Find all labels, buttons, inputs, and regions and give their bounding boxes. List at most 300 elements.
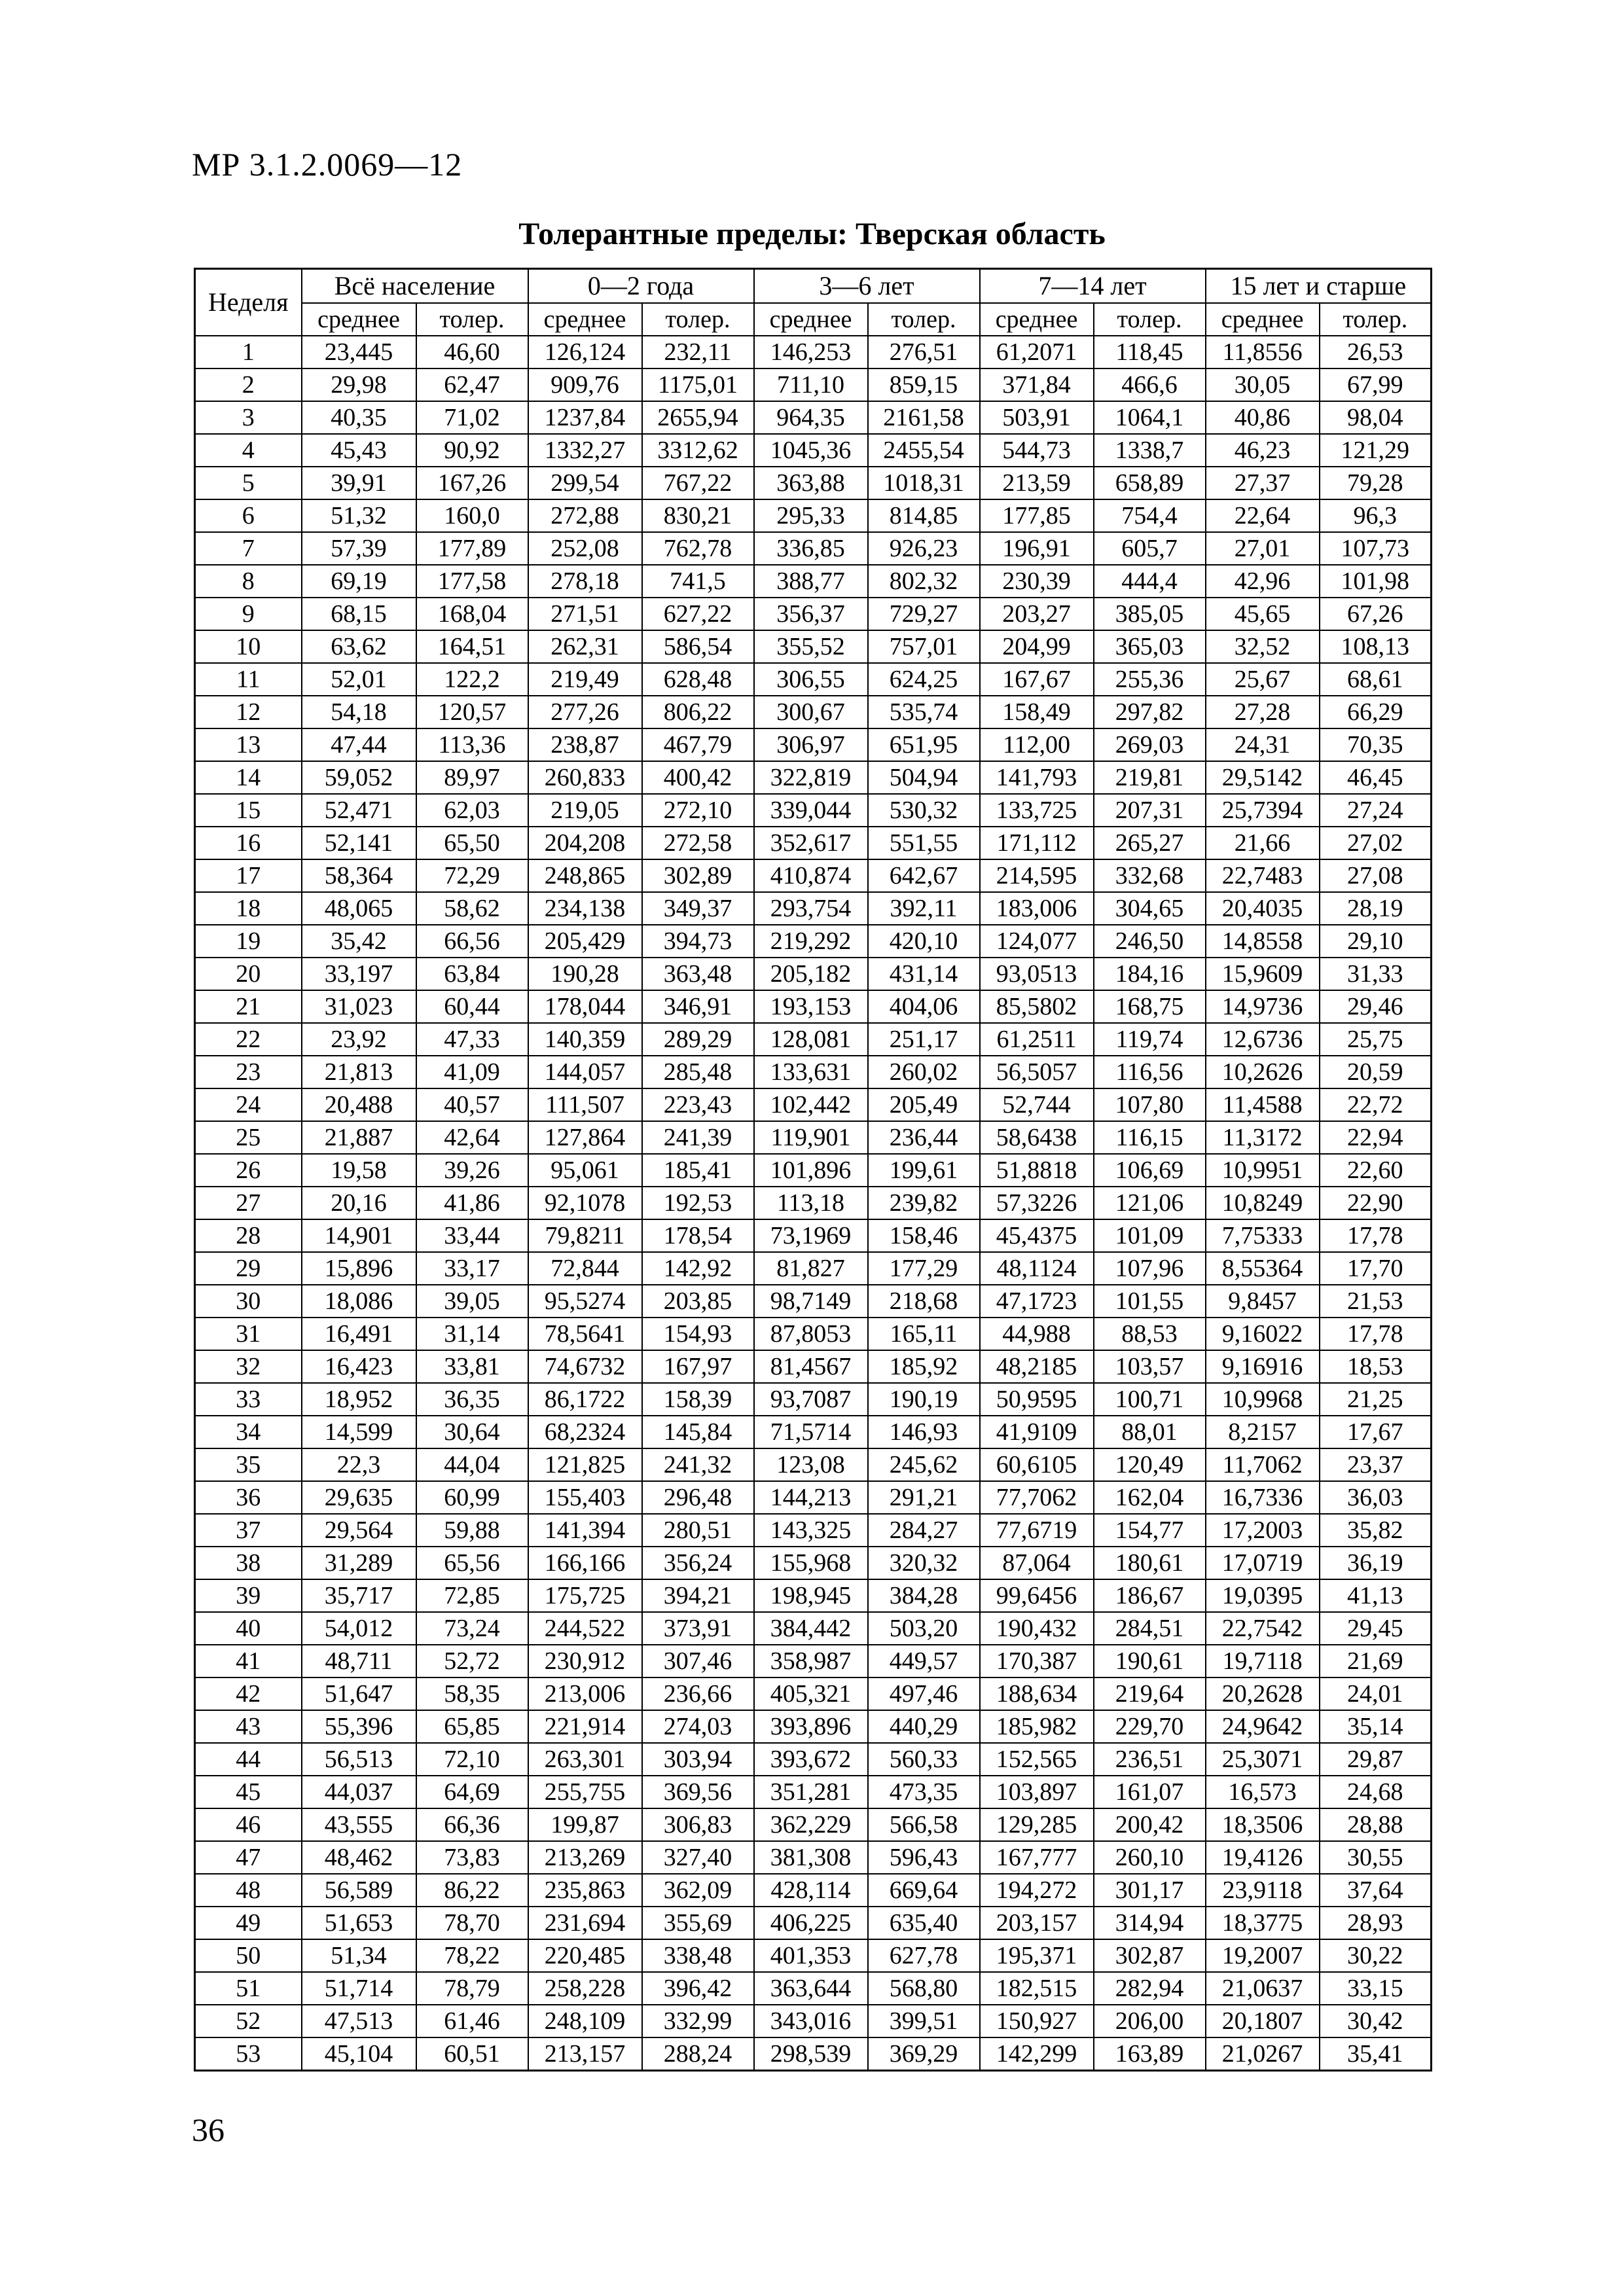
age-3-6-mean-cell: 355,52 (754, 630, 868, 663)
age-0-2-mean-cell: 1332,27 (528, 434, 642, 467)
age-3-6-mean-cell: 293,754 (754, 892, 868, 925)
all-tolerance-cell: 65,50 (416, 827, 528, 859)
table-row (195, 1252, 1432, 1285)
age-15-plus-mean-cell: 27,01 (1206, 532, 1320, 565)
age-0-2-tolerance-cell: 355,69 (642, 1907, 754, 1939)
document-header: МР 3.1.2.0069—12 (192, 146, 463, 183)
table-row (195, 1776, 1432, 1808)
age-15-plus-mean-cell: 29,5142 (1206, 761, 1320, 794)
age-3-6-tolerance-cell: 205,49 (868, 1088, 980, 1121)
age-15-plus-tolerance-cell: 96,3 (1320, 499, 1432, 532)
age-15-plus-tolerance-cell: 29,10 (1320, 925, 1432, 958)
age-0-2-tolerance-cell: 3312,62 (642, 434, 754, 467)
age-0-2-mean-cell: 126,124 (528, 336, 642, 368)
all-mean-cell: 35,717 (302, 1579, 416, 1612)
table-row (195, 2037, 1432, 2071)
all-tolerance-cell: 90,92 (416, 434, 528, 467)
age-3-6-tolerance-cell: 399,51 (868, 2005, 980, 2037)
all-tolerance-cell: 58,62 (416, 892, 528, 925)
age-3-6-tolerance-cell: 384,28 (868, 1579, 980, 1612)
age-7-14-tolerance-cell: 332,68 (1094, 859, 1206, 892)
age-15-plus-mean-cell: 9,8457 (1206, 1285, 1320, 1318)
age-3-6-mean-cell: 146,253 (754, 336, 868, 368)
age-7-14-tolerance-cell: 466,6 (1094, 368, 1206, 401)
age-3-6-tolerance-cell: 165,11 (868, 1318, 980, 1350)
all-tolerance-cell: 89,97 (416, 761, 528, 794)
all-mean-cell: 35,42 (302, 925, 416, 958)
all-tolerance-cell: 72,10 (416, 1743, 528, 1776)
age-3-6-mean-cell: 351,281 (754, 1776, 868, 1808)
week-cell: 50 (195, 1939, 302, 1972)
age-7-14-tolerance-cell: 304,65 (1094, 892, 1206, 925)
table-row (195, 1710, 1432, 1743)
age-0-2-mean-cell: 213,157 (528, 2037, 642, 2071)
all-tolerance-cell: 73,24 (416, 1612, 528, 1645)
all-tolerance-cell: 78,22 (416, 1939, 528, 1972)
age-15-plus-tolerance-cell: 107,73 (1320, 532, 1432, 565)
sub-header-mean: среднее (302, 303, 416, 336)
age-3-6-mean-cell: 306,97 (754, 728, 868, 761)
age-3-6-mean-cell: 298,539 (754, 2037, 868, 2071)
age-15-plus-mean-cell: 9,16916 (1206, 1350, 1320, 1383)
all-mean-cell: 48,462 (302, 1841, 416, 1874)
age-0-2-tolerance-cell: 394,73 (642, 925, 754, 958)
table-title: Толерантные пределы: Тверская область (518, 217, 1106, 251)
age-15-plus-tolerance-cell: 35,82 (1320, 1514, 1432, 1547)
age-7-14-mean-cell: 60,6105 (980, 1448, 1094, 1481)
age-0-2-mean-cell: 213,269 (528, 1841, 642, 1874)
week-cell: 21 (195, 990, 302, 1023)
week-cell: 31 (195, 1318, 302, 1350)
all-tolerance-cell: 65,85 (416, 1710, 528, 1743)
all-tolerance-cell: 164,51 (416, 630, 528, 663)
age-3-6-mean-cell: 300,67 (754, 696, 868, 728)
age-0-2-tolerance-cell: 627,22 (642, 598, 754, 630)
age-0-2-tolerance-cell: 586,54 (642, 630, 754, 663)
week-cell: 15 (195, 794, 302, 827)
table-row (195, 1907, 1432, 1939)
table-row (195, 565, 1432, 598)
all-tolerance-cell: 39,26 (416, 1154, 528, 1187)
all-tolerance-cell: 40,57 (416, 1088, 528, 1121)
table-row (195, 1808, 1432, 1841)
age-3-6-tolerance-cell: 291,21 (868, 1481, 980, 1514)
age-0-2-tolerance-cell: 394,21 (642, 1579, 754, 1612)
all-mean-cell: 18,086 (302, 1285, 416, 1318)
all-tolerance-cell: 63,84 (416, 958, 528, 990)
all-tolerance-cell: 39,05 (416, 1285, 528, 1318)
age-3-6-mean-cell: 193,153 (754, 990, 868, 1023)
age-15-plus-tolerance-cell: 30,55 (1320, 1841, 1432, 1874)
all-tolerance-cell: 64,69 (416, 1776, 528, 1808)
age-15-plus-tolerance-cell: 20,59 (1320, 1056, 1432, 1088)
age-3-6-mean-cell: 198,945 (754, 1579, 868, 1612)
table-row (195, 1579, 1432, 1612)
week-cell: 46 (195, 1808, 302, 1841)
age-0-2-tolerance-cell: 349,37 (642, 892, 754, 925)
age-7-14-tolerance-cell: 184,16 (1094, 958, 1206, 990)
all-tolerance-cell: 30,64 (416, 1416, 528, 1448)
all-tolerance-cell: 60,44 (416, 990, 528, 1023)
age-0-2-tolerance-cell: 396,42 (642, 1972, 754, 2005)
tolerance-table (194, 268, 1432, 2072)
age-15-plus-tolerance-cell: 21,53 (1320, 1285, 1432, 1318)
age-3-6-mean-cell: 98,7149 (754, 1285, 868, 1318)
age-7-14-tolerance-cell: 116,15 (1094, 1121, 1206, 1154)
age-3-6-tolerance-cell: 926,23 (868, 532, 980, 565)
all-tolerance-cell: 73,83 (416, 1841, 528, 1874)
all-tolerance-cell: 62,03 (416, 794, 528, 827)
group-header: 15 лет и старше (1206, 269, 1432, 304)
age-7-14-tolerance-cell: 219,81 (1094, 761, 1206, 794)
age-7-14-mean-cell: 41,9109 (980, 1416, 1094, 1448)
age-7-14-mean-cell: 99,6456 (980, 1579, 1094, 1612)
week-cell: 11 (195, 663, 302, 696)
age-15-plus-tolerance-cell: 67,26 (1320, 598, 1432, 630)
age-3-6-mean-cell: 123,08 (754, 1448, 868, 1481)
sub-header-tolerance: толер. (868, 303, 980, 336)
age-0-2-tolerance-cell: 307,46 (642, 1645, 754, 1677)
age-3-6-mean-cell: 155,968 (754, 1547, 868, 1579)
all-mean-cell: 56,513 (302, 1743, 416, 1776)
all-mean-cell: 56,589 (302, 1874, 416, 1907)
age-3-6-mean-cell: 144,213 (754, 1481, 868, 1514)
age-0-2-tolerance-cell: 767,22 (642, 467, 754, 499)
all-mean-cell: 51,32 (302, 499, 416, 532)
age-15-plus-tolerance-cell: 26,53 (1320, 336, 1432, 368)
age-3-6-tolerance-cell: 245,62 (868, 1448, 980, 1481)
all-mean-cell: 55,396 (302, 1710, 416, 1743)
age-15-plus-tolerance-cell: 101,98 (1320, 565, 1432, 598)
age-15-plus-tolerance-cell: 24,68 (1320, 1776, 1432, 1808)
age-0-2-mean-cell: 255,755 (528, 1776, 642, 1808)
age-0-2-mean-cell: 221,914 (528, 1710, 642, 1743)
age-3-6-mean-cell: 205,182 (754, 958, 868, 990)
age-3-6-mean-cell: 401,353 (754, 1939, 868, 1972)
age-3-6-mean-cell: 133,631 (754, 1056, 868, 1088)
age-3-6-mean-cell: 73,1969 (754, 1219, 868, 1252)
all-tolerance-cell: 41,86 (416, 1187, 528, 1219)
all-mean-cell: 21,813 (302, 1056, 416, 1088)
all-mean-cell: 47,44 (302, 728, 416, 761)
age-15-plus-tolerance-cell: 36,03 (1320, 1481, 1432, 1514)
age-0-2-mean-cell: 141,394 (528, 1514, 642, 1547)
week-cell: 48 (195, 1874, 302, 1907)
table-row (195, 1350, 1432, 1383)
all-mean-cell: 47,513 (302, 2005, 416, 2037)
age-7-14-mean-cell: 52,744 (980, 1088, 1094, 1121)
age-3-6-tolerance-cell: 729,27 (868, 598, 980, 630)
table-row (195, 1547, 1432, 1579)
age-15-plus-mean-cell: 23,9118 (1206, 1874, 1320, 1907)
all-tolerance-cell: 65,56 (416, 1547, 528, 1579)
all-mean-cell: 51,34 (302, 1939, 416, 1972)
all-mean-cell: 51,647 (302, 1677, 416, 1710)
week-cell: 35 (195, 1448, 302, 1481)
age-3-6-mean-cell: 128,081 (754, 1023, 868, 1056)
age-0-2-tolerance-cell: 142,92 (642, 1252, 754, 1285)
week-cell: 28 (195, 1219, 302, 1252)
all-tolerance-cell: 86,22 (416, 1874, 528, 1907)
age-7-14-mean-cell: 61,2071 (980, 336, 1094, 368)
age-7-14-tolerance-cell: 444,4 (1094, 565, 1206, 598)
age-15-plus-tolerance-cell: 30,42 (1320, 2005, 1432, 2037)
age-3-6-mean-cell: 87,8053 (754, 1318, 868, 1350)
age-7-14-mean-cell: 177,85 (980, 499, 1094, 532)
age-15-plus-tolerance-cell: 37,64 (1320, 1874, 1432, 1907)
age-3-6-tolerance-cell: 431,14 (868, 958, 980, 990)
age-15-plus-mean-cell: 22,7483 (1206, 859, 1320, 892)
all-tolerance-cell: 59,88 (416, 1514, 528, 1547)
week-cell: 26 (195, 1154, 302, 1187)
age-15-plus-tolerance-cell: 27,02 (1320, 827, 1432, 859)
week-cell: 20 (195, 958, 302, 990)
age-15-plus-mean-cell: 8,55364 (1206, 1252, 1320, 1285)
age-15-plus-mean-cell: 20,1807 (1206, 2005, 1320, 2037)
age-7-14-tolerance-cell: 101,55 (1094, 1285, 1206, 1318)
all-tolerance-cell: 52,72 (416, 1645, 528, 1677)
age-15-plus-tolerance-cell: 28,19 (1320, 892, 1432, 925)
week-cell: 40 (195, 1612, 302, 1645)
age-3-6-mean-cell: 1045,36 (754, 434, 868, 467)
all-tolerance-cell: 177,89 (416, 532, 528, 565)
age-0-2-mean-cell: 205,429 (528, 925, 642, 958)
age-0-2-tolerance-cell: 241,32 (642, 1448, 754, 1481)
age-0-2-mean-cell: 121,825 (528, 1448, 642, 1481)
age-7-14-tolerance-cell: 385,05 (1094, 598, 1206, 630)
age-7-14-mean-cell: 167,67 (980, 663, 1094, 696)
all-mean-cell: 57,39 (302, 532, 416, 565)
week-cell: 25 (195, 1121, 302, 1154)
week-cell: 33 (195, 1383, 302, 1416)
age-0-2-mean-cell: 235,863 (528, 1874, 642, 1907)
age-3-6-tolerance-cell: 239,82 (868, 1187, 980, 1219)
age-15-plus-tolerance-cell: 17,70 (1320, 1252, 1432, 1285)
age-3-6-mean-cell: 81,4567 (754, 1350, 868, 1383)
age-7-14-mean-cell: 544,73 (980, 434, 1094, 467)
age-3-6-mean-cell: 322,819 (754, 761, 868, 794)
age-3-6-mean-cell: 381,308 (754, 1841, 868, 1874)
age-3-6-tolerance-cell: 177,29 (868, 1252, 980, 1285)
age-0-2-mean-cell: 909,76 (528, 368, 642, 401)
all-mean-cell: 45,104 (302, 2037, 416, 2071)
week-cell: 53 (195, 2037, 302, 2071)
age-7-14-tolerance-cell: 605,7 (1094, 532, 1206, 565)
all-tolerance-cell: 31,14 (416, 1318, 528, 1350)
age-7-14-tolerance-cell: 88,01 (1094, 1416, 1206, 1448)
age-3-6-tolerance-cell: 859,15 (868, 368, 980, 401)
age-7-14-tolerance-cell: 269,03 (1094, 728, 1206, 761)
age-3-6-tolerance-cell: 814,85 (868, 499, 980, 532)
age-7-14-tolerance-cell: 207,31 (1094, 794, 1206, 827)
week-cell: 29 (195, 1252, 302, 1285)
age-15-plus-mean-cell: 11,3172 (1206, 1121, 1320, 1154)
age-7-14-tolerance-cell: 314,94 (1094, 1907, 1206, 1939)
table-row (195, 958, 1432, 990)
age-0-2-mean-cell: 244,522 (528, 1612, 642, 1645)
age-0-2-mean-cell: 272,88 (528, 499, 642, 532)
sub-header-tolerance: толер. (1320, 303, 1432, 336)
sub-header-mean: среднее (754, 303, 868, 336)
age-0-2-mean-cell: 1237,84 (528, 401, 642, 434)
age-7-14-mean-cell: 133,725 (980, 794, 1094, 827)
all-mean-cell: 14,901 (302, 1219, 416, 1252)
age-15-plus-mean-cell: 18,3775 (1206, 1907, 1320, 1939)
table-row (195, 925, 1432, 958)
table-row (195, 1285, 1432, 1318)
age-7-14-mean-cell: 185,982 (980, 1710, 1094, 1743)
age-3-6-mean-cell: 336,85 (754, 532, 868, 565)
age-15-plus-mean-cell: 10,8249 (1206, 1187, 1320, 1219)
age-7-14-tolerance-cell: 103,57 (1094, 1350, 1206, 1383)
all-mean-cell: 31,023 (302, 990, 416, 1023)
week-cell: 3 (195, 401, 302, 434)
age-0-2-mean-cell: 278,18 (528, 565, 642, 598)
age-0-2-mean-cell: 220,485 (528, 1939, 642, 1972)
age-7-14-mean-cell: 61,2511 (980, 1023, 1094, 1056)
age-15-plus-tolerance-cell: 17,78 (1320, 1219, 1432, 1252)
age-7-14-tolerance-cell: 297,82 (1094, 696, 1206, 728)
table-row (195, 1187, 1432, 1219)
age-0-2-mean-cell: 213,006 (528, 1677, 642, 1710)
age-0-2-mean-cell: 79,8211 (528, 1219, 642, 1252)
all-mean-cell: 40,35 (302, 401, 416, 434)
age-15-plus-mean-cell: 25,7394 (1206, 794, 1320, 827)
table-row (195, 1219, 1432, 1252)
age-0-2-mean-cell: 277,26 (528, 696, 642, 728)
age-15-plus-tolerance-cell: 24,01 (1320, 1677, 1432, 1710)
age-15-plus-tolerance-cell: 35,41 (1320, 2037, 1432, 2071)
week-cell: 16 (195, 827, 302, 859)
age-7-14-tolerance-cell: 120,49 (1094, 1448, 1206, 1481)
age-7-14-mean-cell: 230,39 (980, 565, 1094, 598)
age-15-plus-mean-cell: 7,75333 (1206, 1219, 1320, 1252)
age-7-14-tolerance-cell: 200,42 (1094, 1808, 1206, 1841)
age-15-plus-tolerance-cell: 28,93 (1320, 1907, 1432, 1939)
week-cell: 37 (195, 1514, 302, 1547)
sub-header-tolerance: толер. (1094, 303, 1206, 336)
age-15-plus-mean-cell: 45,65 (1206, 598, 1320, 630)
group-header: 7—14 лет (980, 269, 1206, 304)
all-mean-cell: 52,141 (302, 827, 416, 859)
age-0-2-mean-cell: 234,138 (528, 892, 642, 925)
age-7-14-tolerance-cell: 754,4 (1094, 499, 1206, 532)
age-7-14-mean-cell: 48,2185 (980, 1350, 1094, 1383)
week-cell: 30 (195, 1285, 302, 1318)
table-row (195, 728, 1432, 761)
age-15-plus-mean-cell: 8,2157 (1206, 1416, 1320, 1448)
age-3-6-tolerance-cell: 642,67 (868, 859, 980, 892)
age-15-plus-tolerance-cell: 29,45 (1320, 1612, 1432, 1645)
age-7-14-tolerance-cell: 107,96 (1094, 1252, 1206, 1285)
table-row (195, 696, 1432, 728)
age-0-2-tolerance-cell: 280,51 (642, 1514, 754, 1547)
age-7-14-mean-cell: 56,5057 (980, 1056, 1094, 1088)
age-7-14-tolerance-cell: 121,06 (1094, 1187, 1206, 1219)
age-7-14-tolerance-cell: 161,07 (1094, 1776, 1206, 1808)
table-row (195, 1416, 1432, 1448)
age-7-14-tolerance-cell: 162,04 (1094, 1481, 1206, 1514)
age-3-6-mean-cell: 339,044 (754, 794, 868, 827)
age-7-14-mean-cell: 124,077 (980, 925, 1094, 958)
all-tolerance-cell: 168,04 (416, 598, 528, 630)
table-row (195, 859, 1432, 892)
table-row (195, 532, 1432, 565)
age-7-14-mean-cell: 77,6719 (980, 1514, 1094, 1547)
age-7-14-mean-cell: 51,8818 (980, 1154, 1094, 1187)
table-row (195, 598, 1432, 630)
age-15-plus-mean-cell: 22,64 (1206, 499, 1320, 532)
age-3-6-tolerance-cell: 627,78 (868, 1939, 980, 1972)
age-0-2-tolerance-cell: 467,79 (642, 728, 754, 761)
age-0-2-mean-cell: 78,5641 (528, 1318, 642, 1350)
age-7-14-mean-cell: 141,793 (980, 761, 1094, 794)
age-0-2-tolerance-cell: 356,24 (642, 1547, 754, 1579)
age-3-6-tolerance-cell: 2455,54 (868, 434, 980, 467)
age-3-6-mean-cell: 101,896 (754, 1154, 868, 1187)
age-3-6-tolerance-cell: 568,80 (868, 1972, 980, 2005)
age-3-6-mean-cell: 356,37 (754, 598, 868, 630)
table-row (195, 1939, 1432, 1972)
week-cell: 32 (195, 1350, 302, 1383)
age-0-2-tolerance-cell: 806,22 (642, 696, 754, 728)
all-mean-cell: 19,58 (302, 1154, 416, 1187)
age-3-6-tolerance-cell: 2161,58 (868, 401, 980, 434)
all-tolerance-cell: 58,35 (416, 1677, 528, 1710)
age-15-plus-tolerance-cell: 22,72 (1320, 1088, 1432, 1121)
age-0-2-tolerance-cell: 203,85 (642, 1285, 754, 1318)
age-15-plus-tolerance-cell: 29,46 (1320, 990, 1432, 1023)
all-tolerance-cell: 66,36 (416, 1808, 528, 1841)
week-cell: 6 (195, 499, 302, 532)
age-3-6-mean-cell: 711,10 (754, 368, 868, 401)
age-15-plus-mean-cell: 40,86 (1206, 401, 1320, 434)
age-3-6-tolerance-cell: 185,92 (868, 1350, 980, 1383)
age-3-6-mean-cell: 81,827 (754, 1252, 868, 1285)
age-15-plus-tolerance-cell: 70,35 (1320, 728, 1432, 761)
age-15-plus-tolerance-cell: 36,19 (1320, 1547, 1432, 1579)
age-7-14-mean-cell: 77,7062 (980, 1481, 1094, 1514)
table-row (195, 1612, 1432, 1645)
sub-header-row (195, 303, 1432, 336)
age-0-2-tolerance-cell: 274,03 (642, 1710, 754, 1743)
age-7-14-tolerance-cell: 301,17 (1094, 1874, 1206, 1907)
all-tolerance-cell: 122,2 (416, 663, 528, 696)
all-tolerance-cell: 66,56 (416, 925, 528, 958)
age-3-6-tolerance-cell: 503,20 (868, 1612, 980, 1645)
age-3-6-tolerance-cell: 199,61 (868, 1154, 980, 1187)
age-15-plus-mean-cell: 16,573 (1206, 1776, 1320, 1808)
all-tolerance-cell: 113,36 (416, 728, 528, 761)
age-3-6-tolerance-cell: 190,19 (868, 1383, 980, 1416)
table-row (195, 1154, 1432, 1187)
all-mean-cell: 14,599 (302, 1416, 416, 1448)
week-cell: 5 (195, 467, 302, 499)
week-cell: 39 (195, 1579, 302, 1612)
age-15-plus-tolerance-cell: 98,04 (1320, 401, 1432, 434)
all-mean-cell: 43,555 (302, 1808, 416, 1841)
age-3-6-tolerance-cell: 440,29 (868, 1710, 980, 1743)
age-7-14-mean-cell: 48,1124 (980, 1252, 1094, 1285)
week-cell: 52 (195, 2005, 302, 2037)
sub-header-mean: среднее (980, 303, 1094, 336)
age-3-6-mean-cell: 363,88 (754, 467, 868, 499)
age-7-14-tolerance-cell: 365,03 (1094, 630, 1206, 663)
all-mean-cell: 31,289 (302, 1547, 416, 1579)
age-0-2-mean-cell: 219,49 (528, 663, 642, 696)
age-3-6-tolerance-cell: 651,95 (868, 728, 980, 761)
age-0-2-tolerance-cell: 192,53 (642, 1187, 754, 1219)
